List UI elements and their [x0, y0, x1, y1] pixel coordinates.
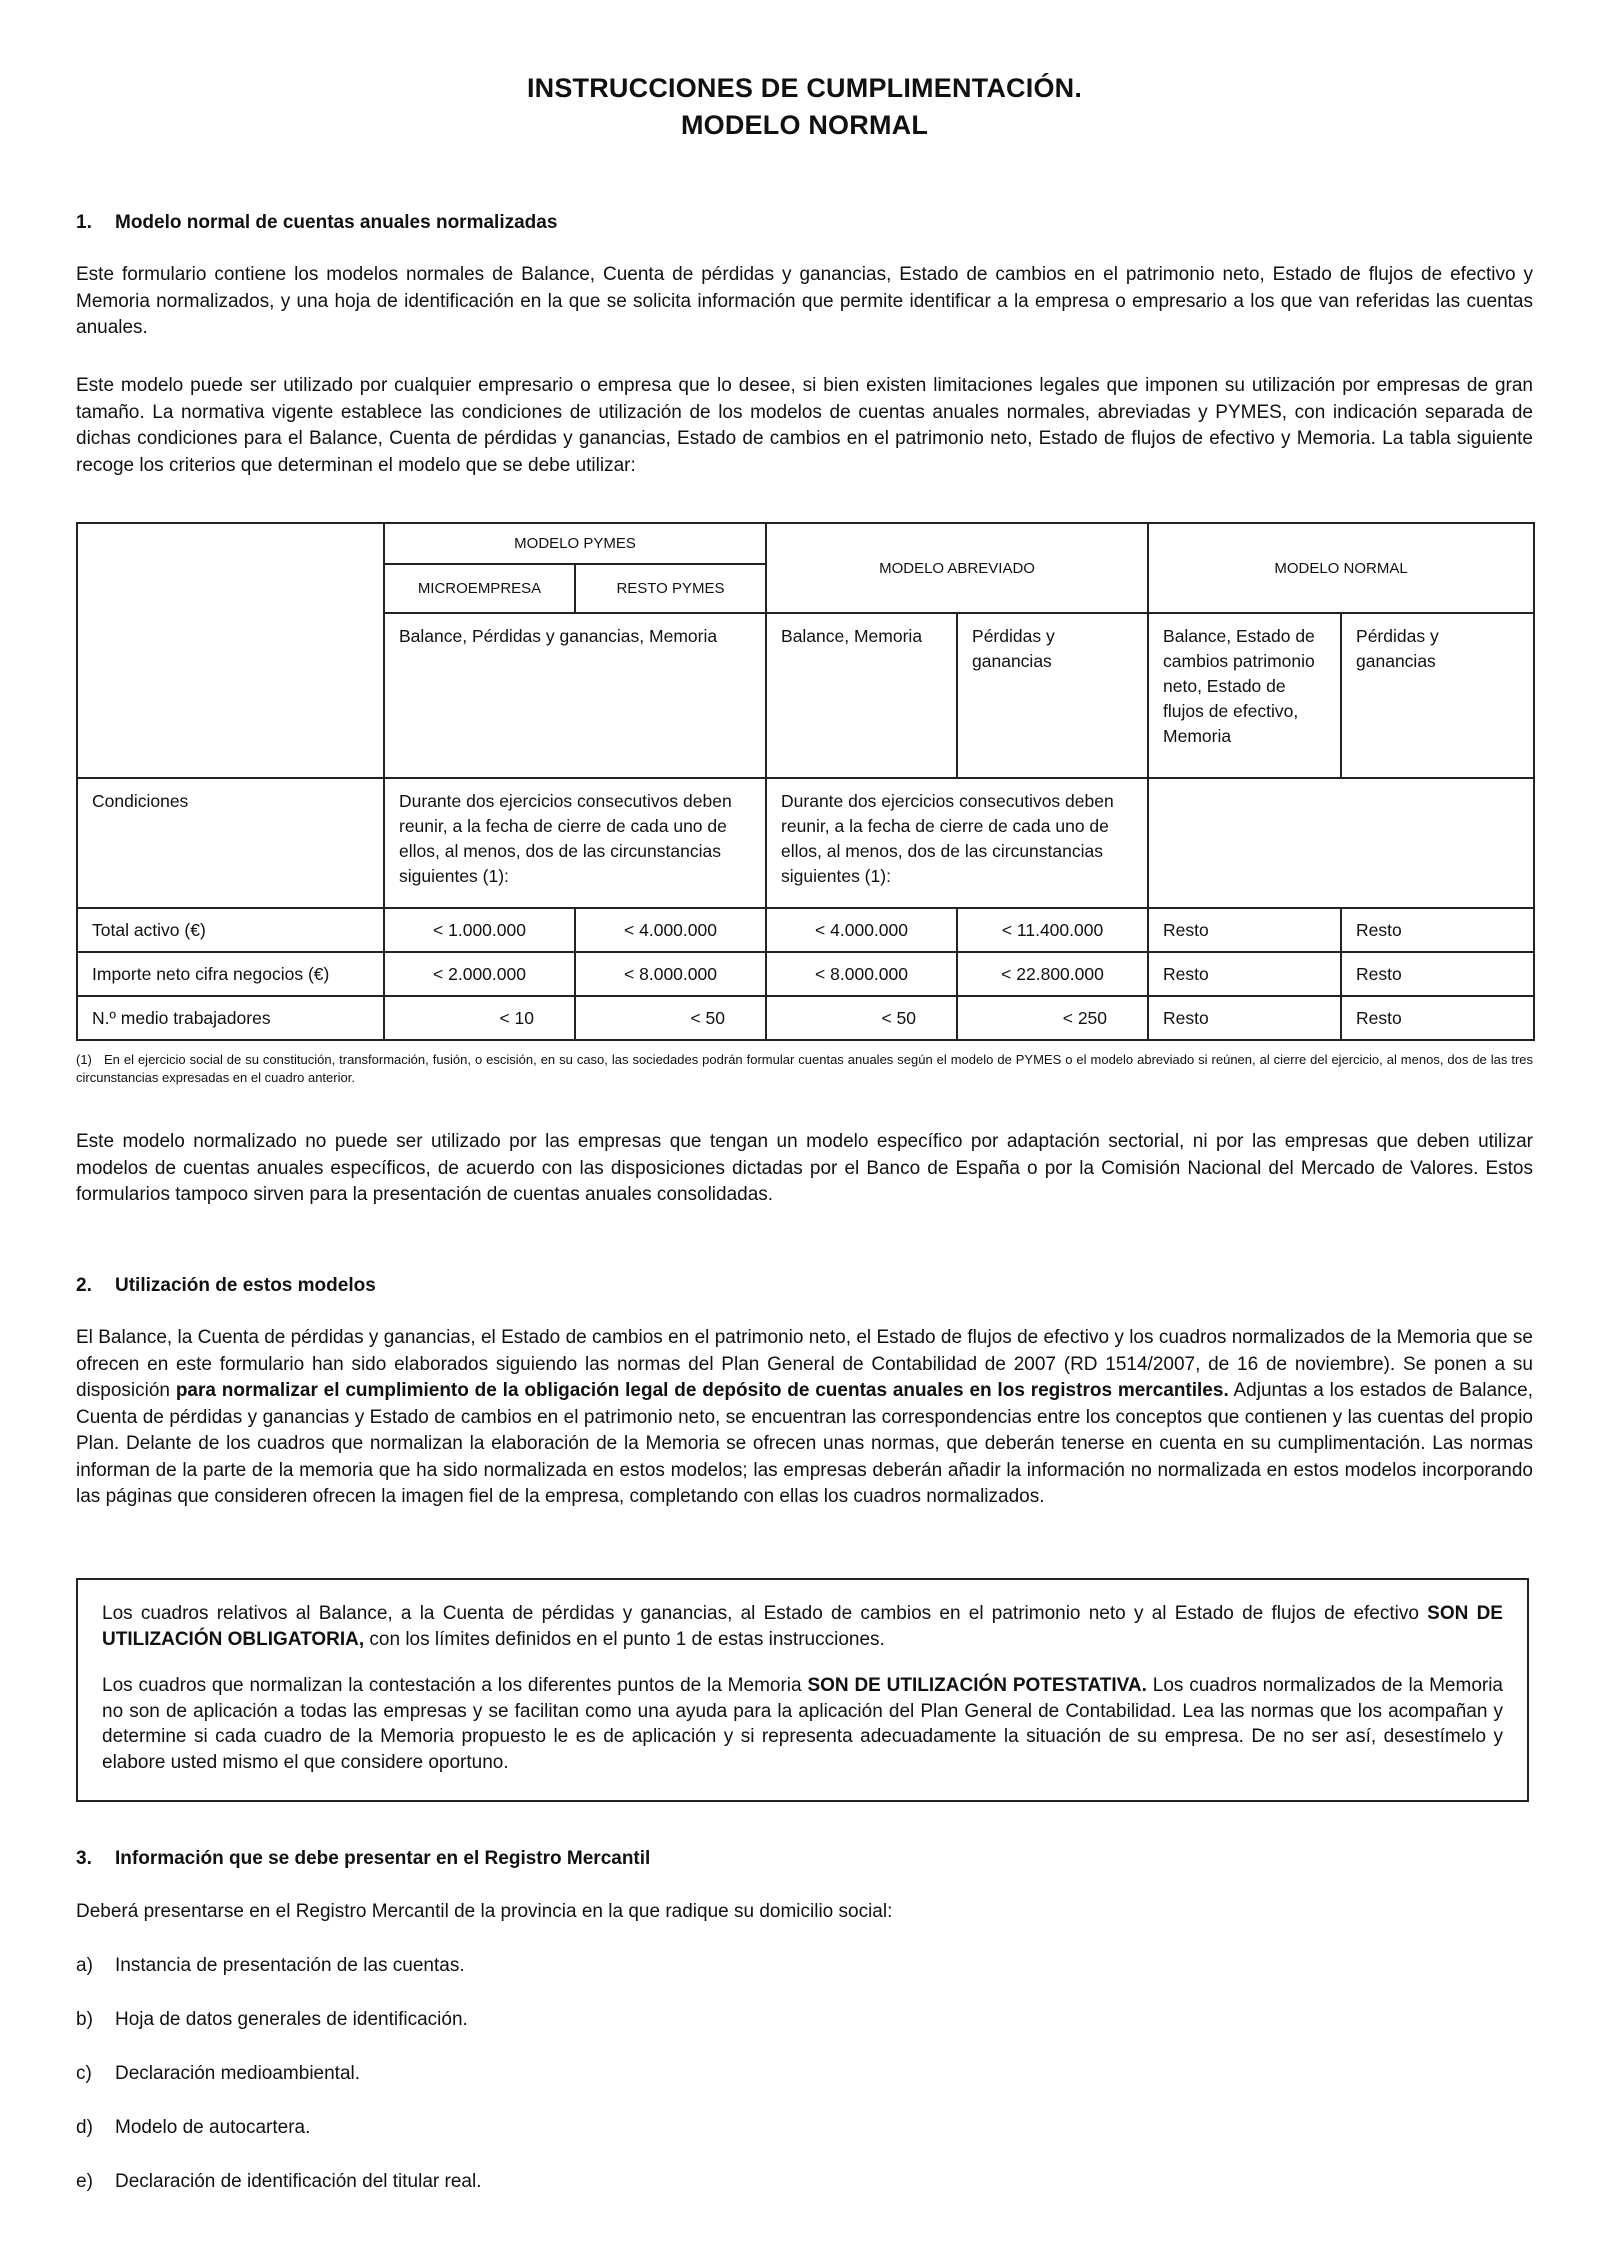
paragraph-emphasis: para normalizar el cumplimiento de la obligación legal de depósito de cuentas anuales en los registros mercantiles.	[175, 1380, 1229, 1401]
header-modelo-pymes: MODELO PYMES	[384, 523, 766, 564]
section-2-paragraph	[76, 1325, 1533, 1511]
section-1-paragraph-3: Este modelo normalizado no puede ser utilizado por las empresas que tengan un modelo específico por adaptación sectorial, ni por las empresas que deben utilizar modelos de cuentas anuales específicos, de acuerdo con las disposiciones dictadas por el Banco de España o por la Comisión Nacional del Mercado de Valores. Estos formularios tampoco sirven para la presentación de cuentas anuales consolidadas.	[76, 1131, 1533, 1205]
list-item-text: Modelo de autocartera.	[115, 2117, 311, 2138]
documents-normal-pyg: Pérdidas y ganancias	[1341, 613, 1534, 778]
list-item	[76, 2170, 481, 2194]
header-resto-pymes: RESTO PYMES	[575, 564, 766, 613]
table-row	[77, 908, 1534, 952]
table-row	[77, 996, 1534, 1040]
header-modelo-abreviado: MODELO ABREVIADO	[766, 523, 1148, 613]
notice-text: con los límites definidos en el punto 1 de estas instrucciones.	[364, 1628, 885, 1650]
cell-normal-pyg: Resto	[1341, 952, 1534, 996]
documents-pymes: Balance, Pérdidas y ganancias, Memoria	[384, 613, 766, 778]
section-3-heading	[76, 1847, 650, 1871]
list-item-label: c)	[76, 2063, 92, 2084]
paragraph-text: El Balance, la Cuenta de pérdidas y ganancias, el Estado de cambios en el patrimonio neto, el Estado de flujos de efectivo y los cuadros normalizados de la Memoria que se ofrecen en este formulario han sido elaborados siguiendo las normas del Plan General de Contabilidad de 2007 (RD 1514/2007, de 16 de noviembre). Se ponen a su disposición	[76, 1327, 1533, 1401]
table-footnote	[76, 1051, 1533, 1086]
list-item-text: Hoja de datos generales de identificación.	[115, 2009, 468, 2030]
document-title	[76, 70, 1533, 144]
cell-abreviado-balance: < 4.000.000	[766, 908, 957, 952]
cell-abreviado-balance: < 8.000.000	[766, 952, 957, 996]
cell-abreviado-balance: < 50	[766, 996, 957, 1040]
notice-emphasis: SON DE UTILIZACIÓN POTESTATIVA.	[807, 1675, 1147, 1696]
conditions-pymes: Durante dos ejercicios consecutivos deben reunir, a la fecha de cierre de cada uno de ellos, al menos, dos de las circunstancias siguientes (1):	[384, 778, 766, 908]
list-item-label: b)	[76, 2009, 93, 2030]
notice-obligatoria	[102, 1601, 1503, 1652]
list-item-text: Declaración medioambiental.	[115, 2063, 361, 2084]
list-item-label: d)	[76, 2117, 93, 2138]
paragraph-text: Adjuntas a los estados de Balance, Cuenta de pérdidas y ganancias y Estado de cambios en el patrimonio neto, se encuentran las correspondencias entre los conceptos que contienen y las cuentas del propio Plan. Delante de los cuadros que normalizan la elaboración de la Memoria se ofrecen unas normas, que deberán tenerse en cuenta en su cumplimentación. Las normas informan de la parte de la memoria que ha sido normalizada en estos modelos; las empresas deberán añadir la información no normalizada en estos modelos incorporando las páginas que consideren ofrecen la imagen fiel de la empresa, completando con ellas los cuadros normalizados.	[76, 1380, 1533, 1507]
footnote-marker: (1)	[76, 1052, 92, 1067]
documents-abreviado-pyg: Pérdidas y ganancias	[957, 613, 1148, 778]
cell-resto-pymes: < 4.000.000	[575, 908, 766, 952]
notice-box	[76, 1578, 1529, 1802]
list-item	[76, 2008, 468, 2032]
section-title: Utilización de estos modelos	[115, 1275, 376, 1296]
section-title: Información que se debe presentar en el Registro Mercantil	[115, 1848, 651, 1869]
notice-text: Los cuadros normalizados de la Memoria no son de aplicación a todas las empresas y se facilitan como una ayuda para la aplicación del Plan General de Contabilidad. Lea las normas que los acompañan y determine si cada cuadro de la Memoria propuesto le es de aplicación y si representa adecuadamente la situación de su empresa. De no ser así, desestímelo y elabore usted mismo el que considere oportuno.	[102, 1675, 1504, 1773]
cell-resto-pymes: < 8.000.000	[575, 952, 766, 996]
section-title: Modelo normal de cuentas anuales normalizadas	[115, 212, 558, 233]
row-label: N.º medio trabajadores	[77, 996, 384, 1040]
model-criteria-table	[76, 522, 1535, 1041]
cell-microempresa: < 10	[384, 996, 575, 1040]
cell-normal-pyg: Resto	[1341, 908, 1534, 952]
section-3-intro: Deberá presentarse en el Registro Mercantil de la provincia en la que radique su domicilio social:	[76, 1901, 893, 1922]
table-row	[77, 952, 1534, 996]
header-microempresa: MICROEMPRESA	[384, 564, 575, 613]
section-1-paragraph-1: Este formulario contiene los modelos normales de Balance, Cuenta de pérdidas y ganancias, Estado de cambios en el patrimonio neto, Estado de flujos de efectivo y Memoria normalizados, y una hoja de identificación en la que se solicita información que permite identificar a la empresa o empresario a los que van referidas las cuentas anuales.	[76, 264, 1533, 338]
documents-abreviado-balance: Balance, Memoria	[766, 613, 957, 778]
cell-microempresa: < 1.000.000	[384, 908, 575, 952]
cell-microempresa: < 2.000.000	[384, 952, 575, 996]
cell-normal-balance: Resto	[1148, 908, 1341, 952]
list-item-text: Instancia de presentación de las cuentas.	[115, 1955, 465, 1976]
footnote-text: En el ejercicio social de su constitución, transformación, fusión, o escisión, en su caso, las sociedades podrán formular cuentas anuales según el modelo de PYMES o el modelo abreviado si reúnen, al cierre del ejercicio, al menos, dos de las tres circunstancias expresadas en el cuadro anterior.	[76, 1052, 1533, 1085]
cell-resto-pymes: < 50	[575, 996, 766, 1040]
list-item	[76, 2116, 310, 2140]
section-1-heading	[76, 211, 557, 235]
row-label: Importe neto cifra negocios (€)	[77, 952, 384, 996]
cell-abreviado-pyg: < 11.400.000	[957, 908, 1148, 952]
notice-text: Los cuadros que normalizan la contestación a los diferentes puntos de la Memoria	[102, 1675, 808, 1696]
cell-normal-balance: Resto	[1148, 952, 1341, 996]
cell-normal-pyg: Resto	[1341, 996, 1534, 1040]
documents-normal-balance: Balance, Estado de cambios patrimonio neto, Estado de flujos de efectivo, Memoria	[1148, 613, 1341, 778]
section-number: 2.	[76, 1275, 92, 1296]
list-item	[76, 2062, 360, 2086]
conditions-label: Condiciones	[77, 778, 384, 908]
notice-emphasis: SON DE UTILIZACIÓN OBLIGATORIA,	[102, 1603, 1503, 1650]
title-line-2: MODELO NORMAL	[680, 110, 929, 140]
cell-normal-balance: Resto	[1148, 996, 1341, 1040]
row-label: Total activo (€)	[77, 908, 384, 952]
conditions-abreviado: Durante dos ejercicios consecutivos deben reunir, a la fecha de cierre de cada uno de ellos, al menos, dos de las circunstancias siguientes (1):	[766, 778, 1148, 908]
section-1-paragraph-2: Este modelo puede ser utilizado por cualquier empresario o empresa que lo desee, si bien existen limitaciones legales que imponen su utilización por empresas de gran tamaño. La normativa vigente establece las condiciones de utilización de los modelos de cuentas anuales normales, abreviadas y PYMES, con indicación separada de dichas condiciones para el Balance, Cuenta de pérdidas y ganancias, Estado de cambios en el patrimonio neto, Estado de flujos de efectivo y Memoria. La tabla siguiente recoge los criterios que determinan el modelo que se debe utilizar:	[76, 375, 1533, 476]
corner-cell	[77, 523, 384, 778]
title-line-1: INSTRUCCIONES DE CUMPLIMENTACIÓN.	[526, 73, 1083, 103]
cell-abreviado-pyg: < 22.800.000	[957, 952, 1148, 996]
cell-abreviado-pyg: < 250	[957, 996, 1148, 1040]
list-item	[76, 1954, 465, 1978]
header-modelo-normal: MODELO NORMAL	[1148, 523, 1534, 613]
list-item-label: a)	[76, 1955, 93, 1976]
list-item-label: e)	[76, 2171, 93, 2192]
section-number: 3.	[76, 1848, 92, 1869]
notice-text: Los cuadros relativos al Balance, a la Cuenta de pérdidas y ganancias, al Estado de cambios en el patrimonio neto y al Estado de flujos de efectivo	[102, 1603, 1428, 1624]
conditions-normal	[1148, 778, 1534, 908]
list-item-text: Declaración de identificación del titular real.	[115, 2171, 482, 2192]
notice-potestativa	[102, 1673, 1503, 1775]
section-2-heading	[76, 1274, 376, 1298]
section-number: 1.	[76, 212, 92, 233]
